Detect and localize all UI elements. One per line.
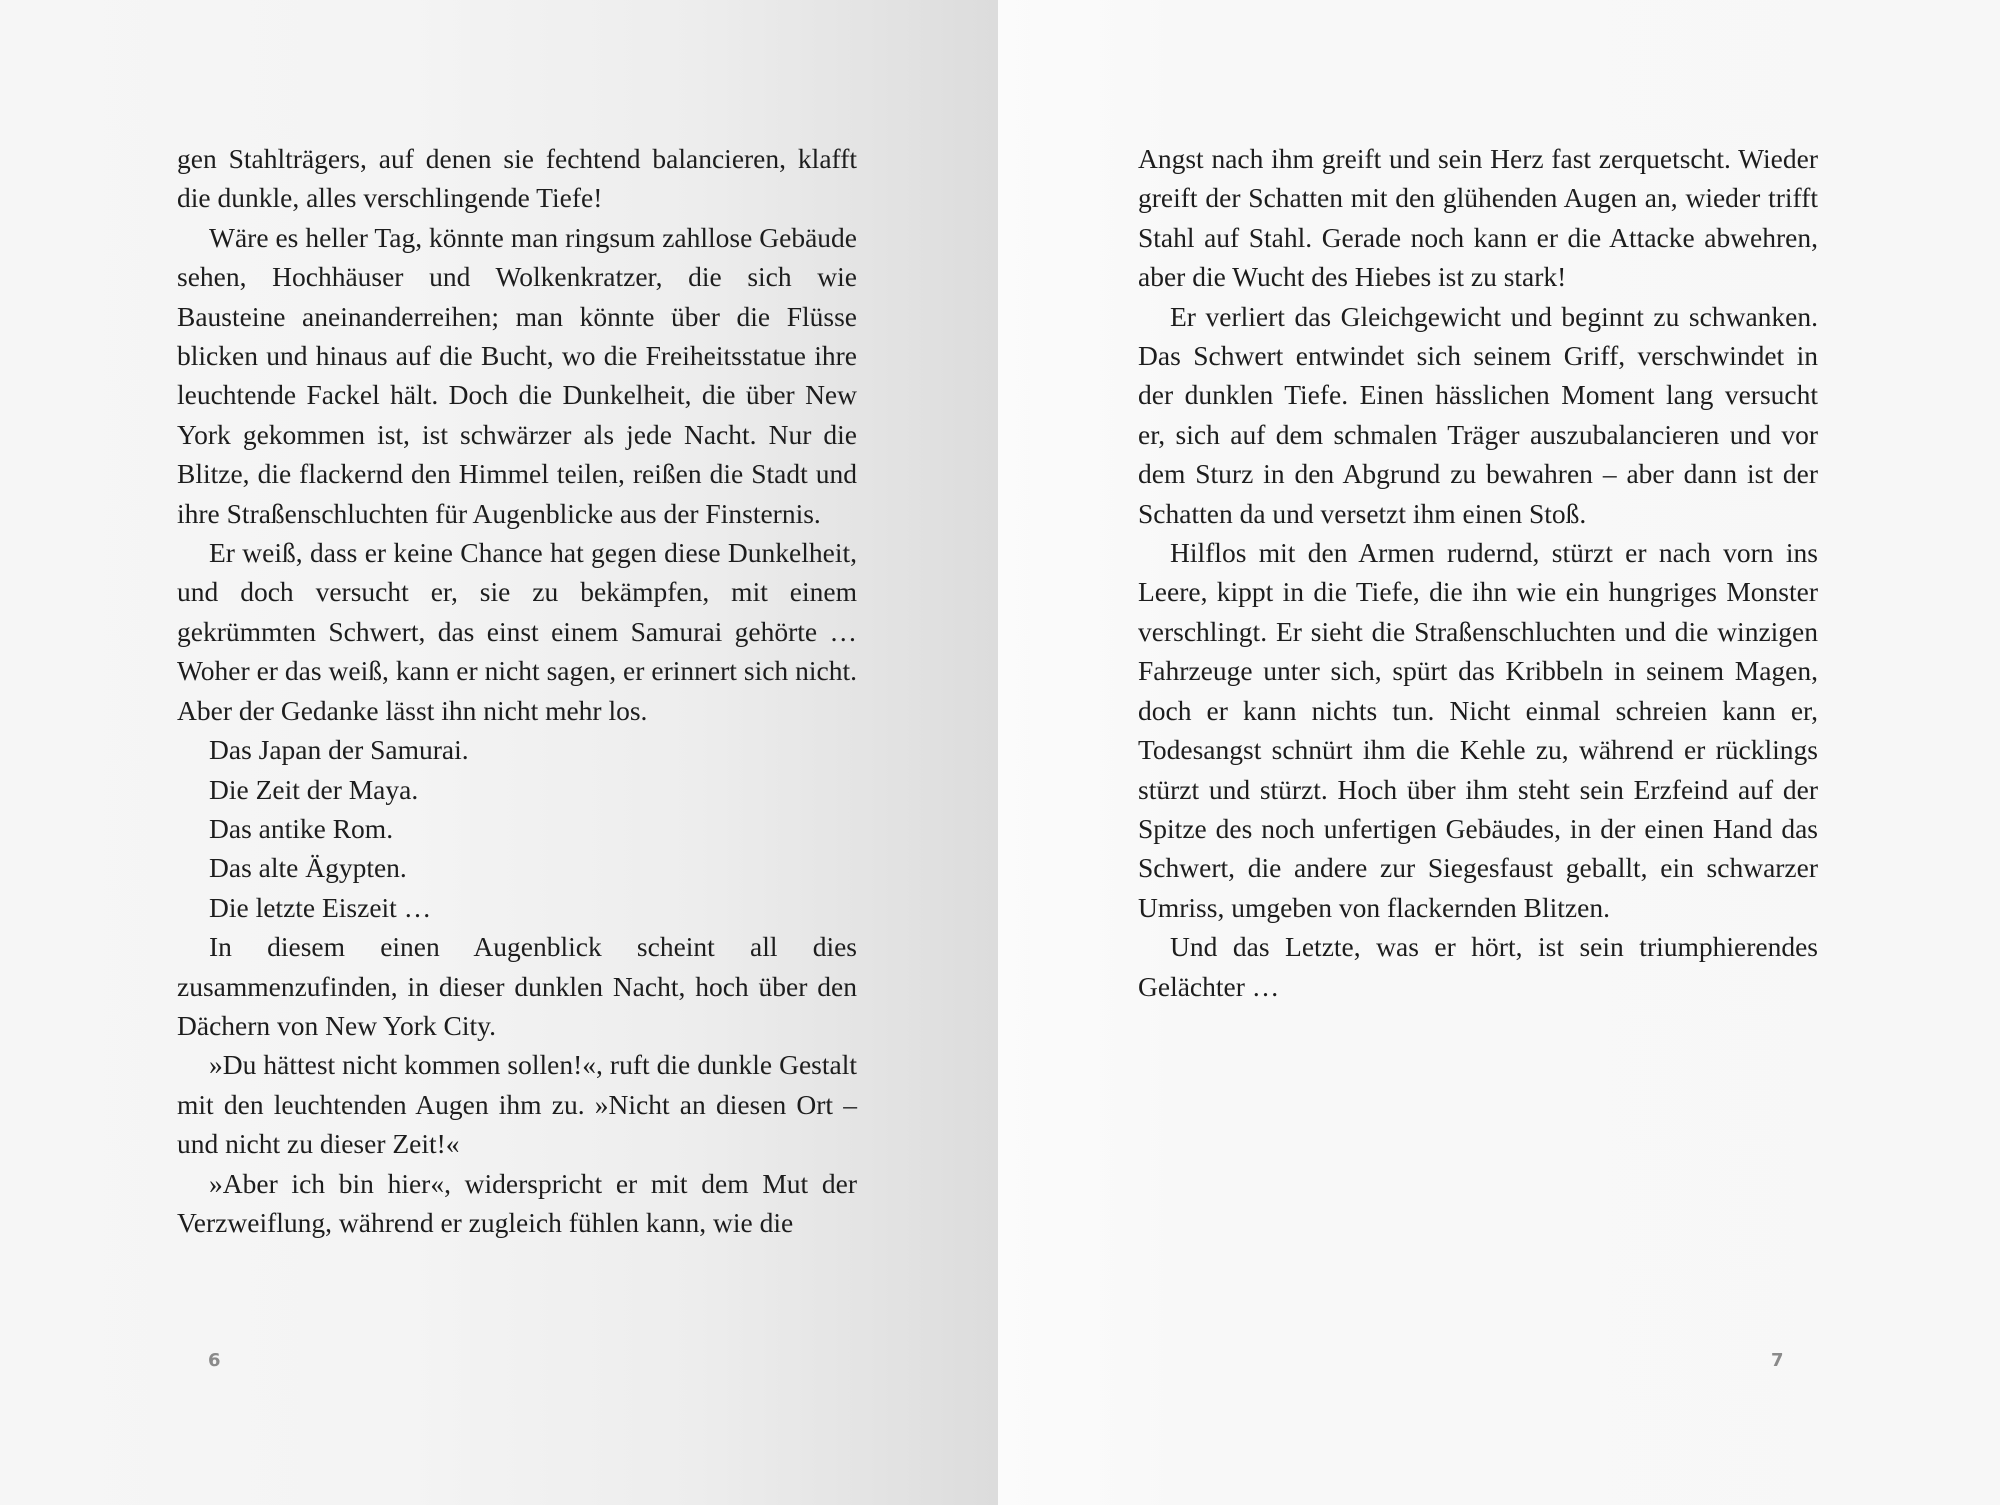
paragraph: Die Zeit der Maya. xyxy=(209,773,419,805)
paragraph: Hilflos mit den Armen rudernd, stürzt er nach vorn ins Leere, kippt in die Tiefe, die ihn wie ein hungriges Monster verschlingt. Er sieht die Straßenschluchten und die winzigen Fahrzeuge unter sich, spürt das Kribbeln in seinem Magen, doch er kann nichts tun. Nicht einmal schreien kann er, Todesangst schnürt ihm die Kehle zu, während er rücklings stürzt und stürzt. Hoch über ihm steht sein Erzfeind auf der Spitze des noch unfertigen Gebäudes, in der einen Hand das Schwert, die andere zur Siegesfaust geballt, ein schwarzer Umriss, umgeben von flackernden Blitzen. xyxy=(1138,537,1818,923)
page-number: 6 xyxy=(208,1350,221,1371)
paragraph: »Aber ich bin hier«, widerspricht er mit dem Mut der Verzweiflung, während er zugleich fühlen kann, wie die xyxy=(177,1167,857,1238)
paragraph: Das antike Rom. xyxy=(209,812,394,844)
paragraph: Wäre es heller Tag, könnte man ringsum zahllose Gebäude sehen, Hochhäuser und Wolkenkratzer, die sich wie Bausteine aneinanderreihen; man könnte über die Flüsse blicken und hinaus auf die Bucht, wo die Freiheitsstatue ihre leuchtende Fackel hält. Doch die Dunkelheit, die über New York gekommen ist, ist schwärzer als jede Nacht. Nur die Blitze, die flackernd den Himmel teilen, reißen die Stadt und ihre Straßenschluchten für Augenblicke aus der Finsternis. xyxy=(177,221,857,529)
left-page xyxy=(0,0,998,1505)
right-page xyxy=(998,0,2000,1505)
paragraph: In diesem einen Augenblick scheint all dies zusammenzufinden, in dieser dunklen Nacht, hoch über den Dächern von New York City. xyxy=(177,931,857,1041)
paragraph: gen Stahlträgers, auf denen sie fechtend balancieren, klafft die dunkle, alles verschlingende Tiefe! xyxy=(177,143,857,214)
paragraph: Er weiß, dass er keine Chance hat gegen diese Dunkelheit, und doch versucht er, sie zu bekämpfen, mit einem gekrümmten Schwert, das einst einem Samurai gehörte … Woher er das weiß, kann er nicht sagen, er erinnert sich nicht. Aber der Gedanke lässt ihn nicht mehr los. xyxy=(177,537,857,726)
paragraph: Und das Letzte, was er hört, ist sein triumphierendes Gelächter … xyxy=(1138,931,1818,1002)
paragraph: Er verliert das Gleichgewicht und beginnt zu schwanken. Das Schwert entwindet sich seinem Griff, verschwindet in der dunklen Tiefe. Einen hässlichen Moment lang versucht er, sich auf dem schmalen Träger auszubalancieren und vor dem Sturz in den Abgrund zu bewahren – aber dann ist der Schatten da und versetzt ihm einen Stoß. xyxy=(1138,300,1818,529)
paragraph: Die letzte Eiszeit … xyxy=(209,891,432,923)
page-number: 7 xyxy=(1771,1350,1784,1371)
paragraph: Angst nach ihm greift und sein Herz fast zerquetscht. Wieder greift der Schatten mit den glühenden Augen an, wieder trifft Stahl auf Stahl. Gerade noch kann er die Attacke abwehren, aber die Wucht des Hiebes ist zu stark! xyxy=(1138,143,1818,293)
left-page-text xyxy=(177,139,857,1242)
paragraph: Das alte Ägypten. xyxy=(209,852,407,884)
paragraph: »Du hättest nicht kommen sollen!«, ruft die dunkle Gestalt mit den leuchtenden Augen ihm zu. »Nicht an diesen Ort – und nicht zu dieser Zeit!« xyxy=(177,1049,857,1160)
paragraph: Das Japan der Samurai. xyxy=(209,734,469,766)
right-page-text xyxy=(1138,139,1818,1006)
